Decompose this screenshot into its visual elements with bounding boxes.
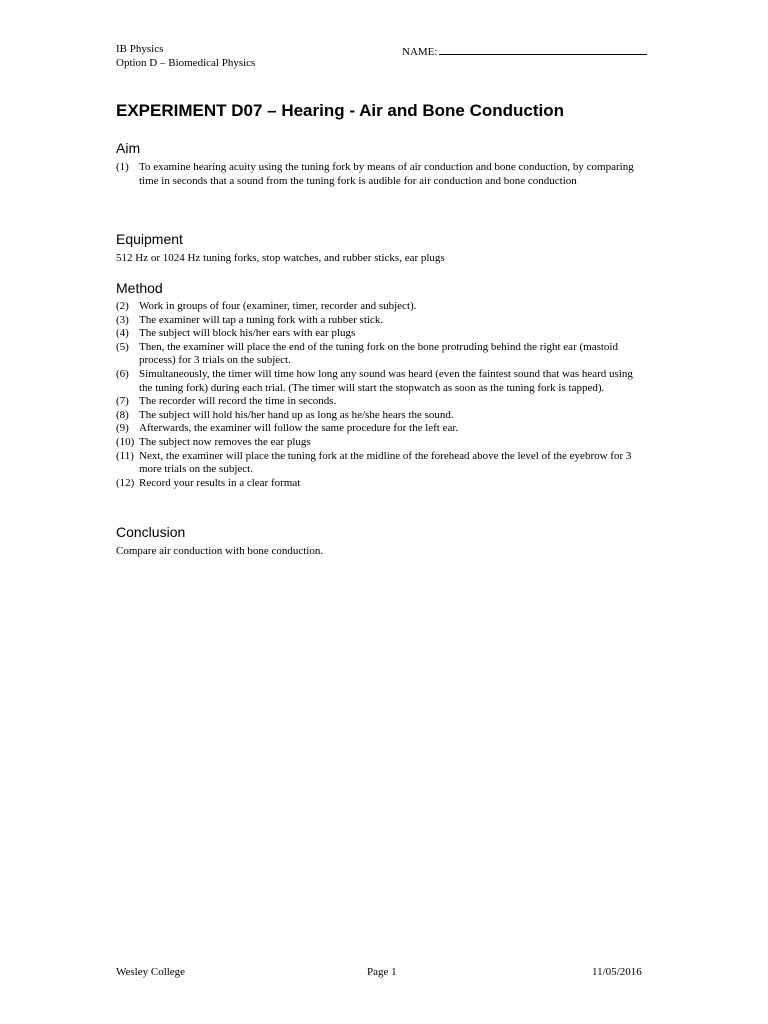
item-text: Work in groups of four (examiner, timer, recorder and subject). — [139, 300, 417, 312]
list-item — [116, 327, 648, 341]
equipment-text: 512 Hz or 1024 Hz tuning forks, stop watches, and rubber sticks, ear plugs — [116, 252, 445, 264]
document-header — [116, 43, 255, 70]
aim-heading: Aim — [116, 140, 141, 156]
item-text: The recorder will record the time in seconds. — [139, 395, 337, 408]
item-text: To examine hearing acuity using the tuning fork by means of air conduction and bone conduction, by comparing time in seconds that a sound from the tuning fork is audible for air conduction and bone conduction — [139, 161, 634, 187]
name-label: NAME: — [402, 46, 438, 58]
method-list — [116, 300, 648, 490]
list-item — [116, 422, 648, 436]
aim-list — [116, 161, 648, 188]
name-blank-line[interactable] — [439, 43, 647, 55]
document-footer — [0, 966, 768, 980]
item-number: (4) — [116, 327, 129, 340]
item-text: Next, the examiner will place the tuning fork at the midline of the forehead above the level of the eyebrow for 3 more trials on the subject. — [139, 449, 632, 476]
item-text: The examiner will tap a tuning fork with a rubber stick. — [139, 313, 384, 326]
item-number: (10) — [116, 435, 135, 448]
item-text: The subject will block his/her ears with ear plugs — [139, 327, 356, 340]
course-name: IB Physics — [116, 43, 164, 55]
item-number: (1) — [116, 161, 129, 173]
item-text: The subject now removes the ear plugs — [139, 435, 311, 448]
item-text: Simultaneously, the timer will time how long any sound was heard (even the faintest sound that was heard using the tuning fork) during each trial. (The timer will start the stopwatch as soon as the tuning fork is tapped). — [139, 367, 633, 394]
list-item — [116, 314, 648, 328]
item-number: (2) — [116, 300, 129, 312]
footer-page-number: Page 1 — [367, 966, 397, 978]
item-number: (5) — [116, 340, 129, 353]
list-item — [116, 436, 648, 450]
list-item — [116, 450, 648, 477]
option-name: Option D – Biomedical Physics — [116, 56, 256, 69]
conclusion-heading: Conclusion — [116, 524, 186, 540]
equipment-heading: Equipment — [116, 231, 183, 247]
method-heading: Method — [116, 280, 163, 296]
item-text: Record your results in a clear format — [139, 476, 301, 489]
list-item — [116, 341, 648, 368]
item-number: (11) — [116, 449, 134, 462]
list-item — [116, 477, 648, 491]
list-item — [116, 300, 648, 314]
document-title: EXPERIMENT D07 – Hearing - Air and Bone Conduction — [116, 101, 565, 120]
item-number: (12) — [116, 476, 135, 489]
footer-school: Wesley College — [116, 966, 186, 978]
conclusion-text: Compare air conduction with bone conduction. — [116, 545, 324, 557]
list-item — [116, 409, 648, 423]
item-number: (9) — [116, 422, 129, 435]
item-text: Afterwards, the examiner will follow the same procedure for the left ear. — [139, 422, 459, 435]
item-number: (3) — [116, 313, 129, 326]
name-field[interactable] — [402, 43, 647, 60]
item-text: Then, the examiner will place the end of the tuning fork on the bone protruding behind the right ear (mastoid process) for 3 trials on the subject. — [139, 340, 618, 367]
list-item — [116, 368, 648, 395]
item-number: (6) — [116, 367, 129, 380]
item-number: (8) — [116, 408, 129, 421]
item-text: The subject will hold his/her hand up as long as he/she hears the sound. — [139, 408, 454, 421]
footer-date: 11/05/2016 — [592, 966, 642, 978]
item-number: (7) — [116, 395, 129, 408]
list-item — [116, 161, 648, 188]
list-item — [116, 395, 648, 409]
